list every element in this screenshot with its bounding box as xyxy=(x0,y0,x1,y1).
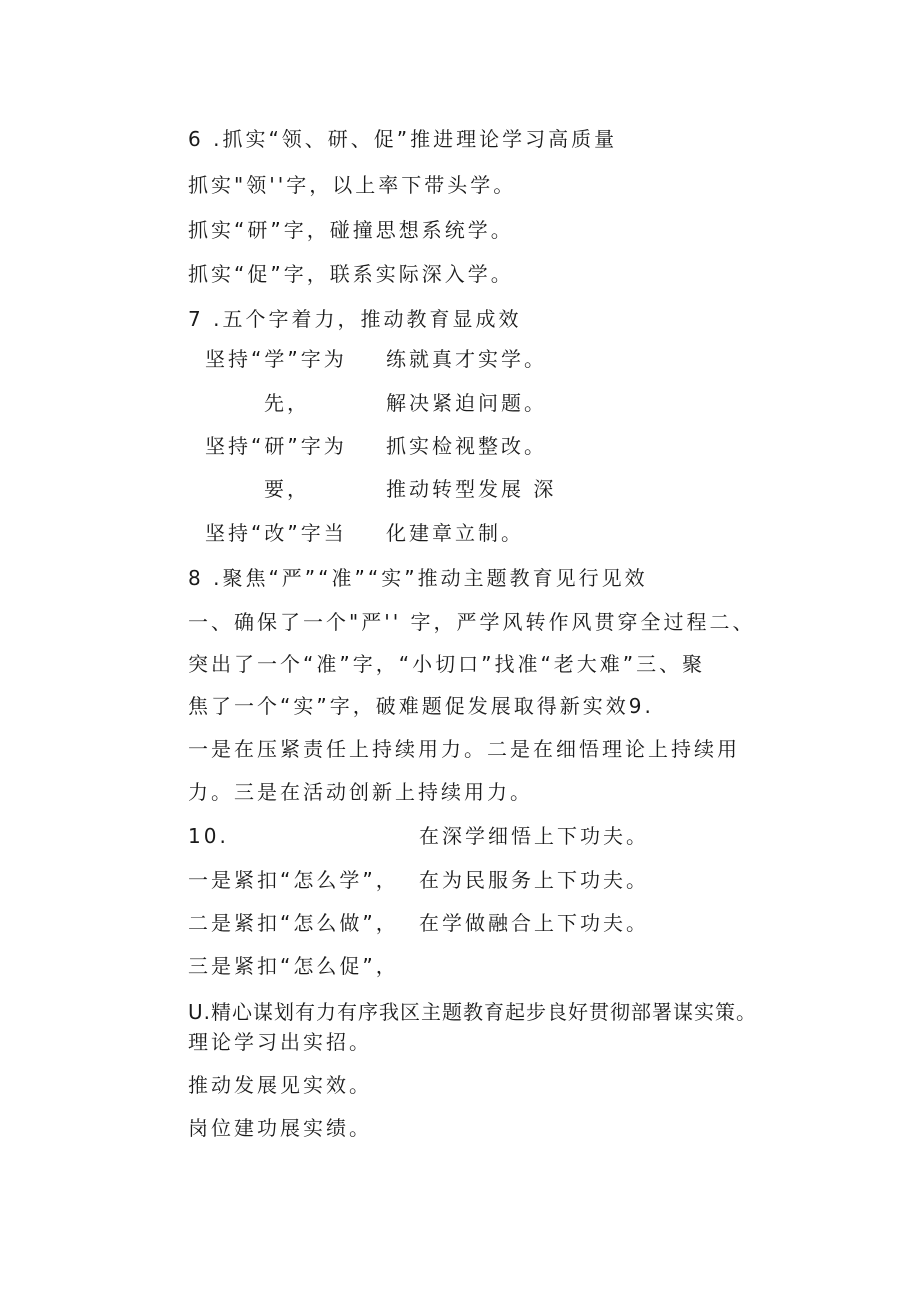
table-cell-left: 坚持“学”字为 xyxy=(205,347,347,371)
text-line: 岗位建功展实绩。 xyxy=(188,1116,372,1140)
heading-6: 6 .抓实“领、研、促”推进理论学习高质量 xyxy=(188,127,618,151)
text-line: 焦了一个“实”字，破难题促发展取得新实效9. xyxy=(188,694,654,718)
heading-11: U.精心谋划有力有序我区主题教育起步良好贯彻部署谋实策。 xyxy=(188,1000,757,1024)
table-cell-left: 一是紧扣“怎么学”， xyxy=(188,868,399,892)
text-line: 抓实"领''字，以上率下带头学。 xyxy=(188,173,517,197)
table-cell-left: 坚持“改”字当 xyxy=(205,521,347,545)
text-line: 抓实“促”字，联系实际深入学。 xyxy=(188,262,514,286)
table-cell-left: 三是紧扣“怎么促”， xyxy=(188,954,399,978)
text-line: 一是在压紧责任上持续用力。二是在细悟理论上持续用 xyxy=(188,737,740,761)
heading-8: 8 .聚焦“严”“准”“实”推动主题教育见行见效 xyxy=(188,566,648,590)
text-line: 突出了一个“准”字，“小切口”找准“老大难”三、聚 xyxy=(188,652,706,676)
table-cell-right: 在深学细悟上下功夫。 xyxy=(419,824,649,848)
text-line: 力。三是在活动创新上持续用力。 xyxy=(188,780,533,804)
text-line: 理论学习出实招。 xyxy=(188,1030,372,1054)
table-cell-left: 二是紧扣“怎么做”， xyxy=(188,911,399,935)
heading-10: 10. xyxy=(188,824,229,848)
table-cell-right: 练就真才实学。 xyxy=(386,347,547,371)
table-cell-left: 要， xyxy=(264,477,310,501)
table-cell-left: 先， xyxy=(264,391,310,415)
table-cell-left: 坚持“研”字为 xyxy=(205,434,347,458)
table-cell-right: 化建章立制。 xyxy=(386,521,524,545)
table-cell-right: 推动转型发展 深 xyxy=(386,477,557,501)
table-cell-right: 在为民服务上下功夫。 xyxy=(419,868,649,892)
text-line: 推动发展见实效。 xyxy=(188,1073,372,1097)
heading-7: 7 .五个字着力，推动教育显成效 xyxy=(188,307,522,331)
table-cell-right: 抓实检视整改。 xyxy=(386,434,547,458)
text-line: 抓实“研”字，碰撞思想系统学。 xyxy=(188,218,514,242)
table-cell-right: 解决紧迫问题。 xyxy=(386,391,547,415)
text-line: 一、确保了一个"严'' 字，严学风转作风贯穿全过程二、 xyxy=(188,610,756,634)
table-cell-right: 在学做融合上下功夫。 xyxy=(419,911,649,935)
